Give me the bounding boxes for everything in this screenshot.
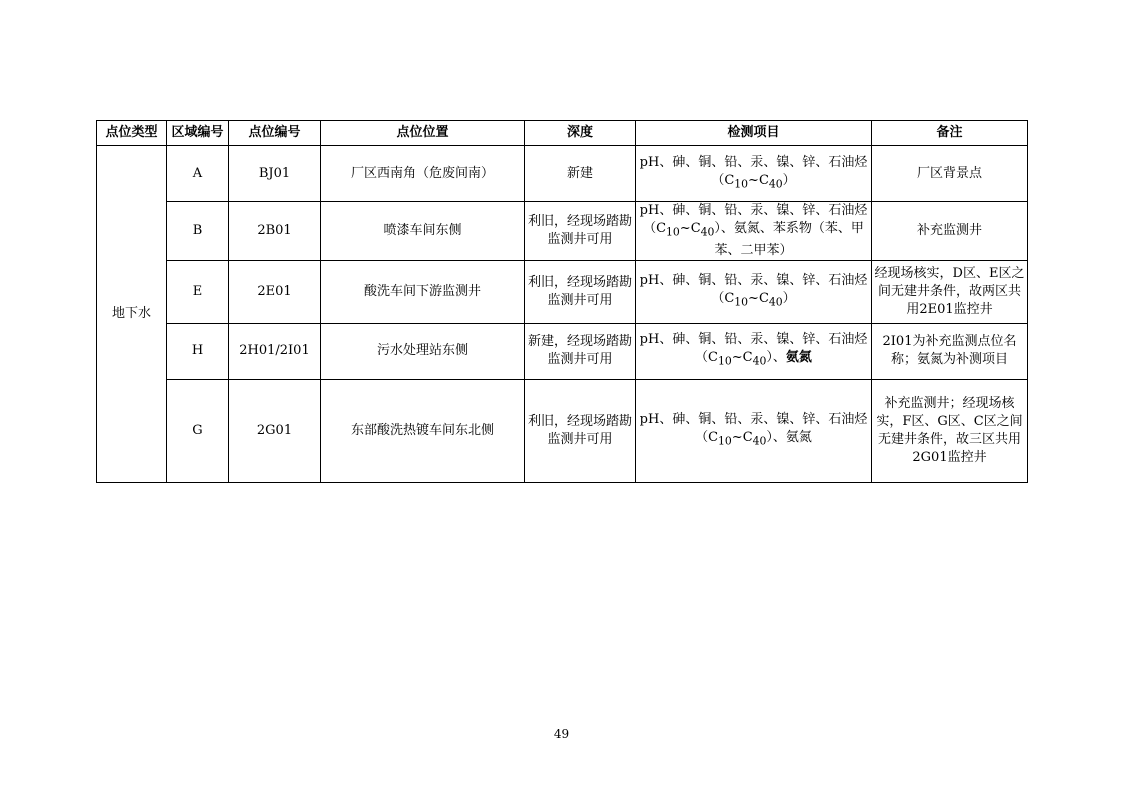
test-items-text: ~C: [748, 290, 769, 306]
test-items-text: ）、: [766, 350, 786, 366]
header-region-code: 区域编号: [167, 121, 229, 146]
test-items-cell: [636, 379, 872, 482]
test-items-text: pH、砷、铜、铅、汞、镍、锌、石油烃（C: [639, 272, 868, 306]
region-code-cell: H: [167, 323, 229, 379]
test-items-text: pH、砷、铜、铅、汞、镍、锌、石油烃（C: [639, 154, 868, 188]
location-cell: 厂区西南角（危废间南）: [321, 146, 525, 202]
test-items-text: ）、氨氮、苯系物（苯、甲苯、二甲苯）: [714, 221, 864, 258]
remarks-cell: 经现场核实，D区、E区之间无建井条件，故两区共用2E01监控井: [872, 260, 1028, 323]
depth-cell: 新建: [525, 146, 636, 202]
subscript: 10: [666, 225, 680, 239]
depth-cell: 利旧，经现场踏勘监测井可用: [525, 260, 636, 323]
subscript: 10: [734, 295, 749, 309]
depth-cell: 利旧，经现场踏勘监测井可用: [525, 379, 636, 482]
point-type-cell: 地下水: [97, 146, 167, 483]
subscript: 40: [768, 295, 783, 309]
point-code-cell: 2B01: [229, 202, 321, 261]
location-cell: 酸洗车间下游监测井: [321, 260, 525, 323]
test-items-text: pH、砷、铜、铅、汞、镍、锌、石油烃（C: [639, 411, 868, 445]
subscript: 10: [734, 177, 749, 191]
test-items-text: ~C: [679, 221, 701, 236]
table-row: [97, 202, 1028, 261]
point-code-cell: BJ01: [229, 146, 321, 202]
subscript: 10: [718, 434, 732, 448]
depth-cell: 新建，经现场踏勘监测井可用: [525, 323, 636, 379]
test-items-text: ~C: [731, 350, 753, 366]
header-point-code: 点位编号: [229, 121, 321, 146]
subscript: 40: [752, 434, 767, 448]
monitoring-points-table: [96, 120, 1028, 483]
region-code-cell: A: [167, 146, 229, 202]
point-code-cell: 2G01: [229, 379, 321, 482]
highlight-text: 氨氮: [785, 350, 812, 366]
header-location: 点位位置: [321, 121, 525, 146]
remarks-cell: 2I01为补充监测点位名称；氨氮为补测项目: [872, 323, 1028, 379]
test-items-cell: [636, 146, 872, 202]
test-items-text: ~C: [731, 429, 753, 445]
header-depth: 深度: [525, 121, 636, 146]
location-cell: 东部酸洗热镀车间东北侧: [321, 379, 525, 482]
table-row: [97, 323, 1028, 379]
test-items-text: ）: [782, 172, 796, 188]
test-items-text: ）、氨氮: [766, 429, 812, 445]
test-items-cell: [636, 202, 872, 261]
remarks-cell: 厂区背景点: [872, 146, 1028, 202]
header-point-type: 点位类型: [97, 121, 167, 146]
test-items-text: pH、砷、铜、铅、汞、镍、锌、石油烃（C: [639, 332, 868, 366]
location-cell: 喷漆车间东侧: [321, 202, 525, 261]
remarks-cell: 补充监测井: [872, 202, 1028, 261]
table-row: [97, 379, 1028, 482]
region-code-cell: B: [167, 202, 229, 261]
header-remarks: 备注: [872, 121, 1028, 146]
subscript: 40: [752, 354, 767, 368]
table-row: [97, 260, 1028, 323]
region-code-cell: G: [167, 379, 229, 482]
subscript: 10: [718, 354, 732, 368]
test-items-text: pH、砷、铜、铅、汞、镍、锌、石油烃（C: [639, 203, 868, 236]
depth-cell: 利旧，经现场踏勘监测井可用: [525, 202, 636, 261]
test-items-text: ~C: [748, 172, 769, 188]
table-header-row: [97, 121, 1028, 146]
remarks-cell: 补充监测井；经现场核实，F区、G区、C区之间无建井条件，故三区共用2G01监控井: [872, 379, 1028, 482]
test-items-cell: [636, 260, 872, 323]
header-test-items: 检测项目: [636, 121, 872, 146]
test-items-cell: [636, 323, 872, 379]
table-row: [97, 146, 1028, 202]
location-cell: 污水处理站东侧: [321, 323, 525, 379]
subscript: 40: [700, 225, 715, 239]
point-code-cell: 2E01: [229, 260, 321, 323]
page-number: 49: [553, 727, 570, 741]
region-code-cell: E: [167, 260, 229, 323]
test-items-text: ）: [782, 290, 796, 306]
point-code-cell: 2H01/2I01: [229, 323, 321, 379]
subscript: 40: [768, 177, 783, 191]
